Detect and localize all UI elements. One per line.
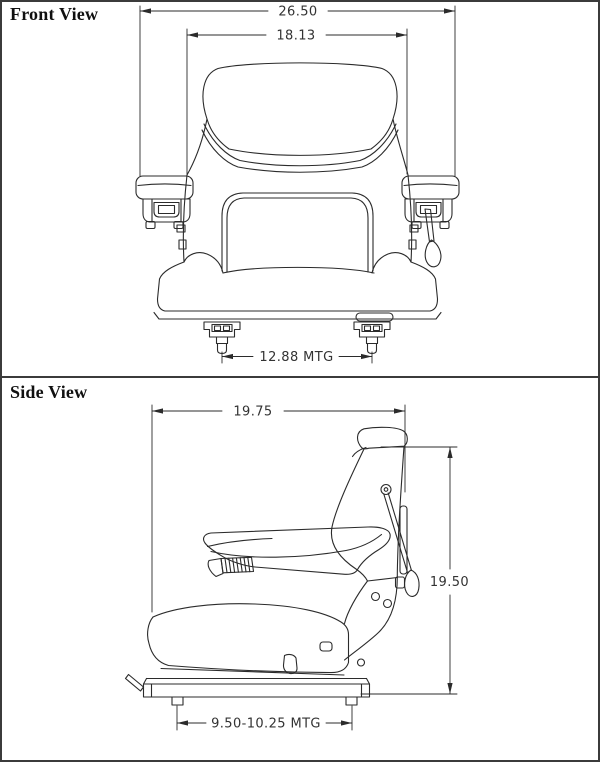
front-mounting-width-value: 12.88 MTG [259, 350, 334, 365]
front-mount-bolt-right [354, 322, 390, 354]
front-view-title: Front View [10, 4, 99, 24]
side-tab [179, 240, 186, 249]
side-overall-depth-value: 19.75 [233, 404, 273, 420]
front-mounting-width-dimension [222, 350, 372, 365]
front-adjust-lever [425, 209, 441, 267]
side-view-title: Side View [10, 382, 88, 402]
side-mounting-depth-value: 9.50-10.25 MTG [211, 716, 321, 732]
front-seat-base [154, 253, 441, 321]
side-overall-height-value: 19.50 [429, 575, 470, 590]
side-armrest [204, 527, 391, 577]
side-cushion [148, 604, 349, 675]
section-divider [0, 376, 600, 378]
side-mounting-rail [126, 675, 370, 706]
side-overall-height-dimension [361, 447, 469, 694]
slide-handle-bar [356, 313, 393, 321]
front-overall-width-value: 26.50 [278, 4, 318, 20]
front-backrest-width-value: 18.13 [276, 28, 316, 44]
front-headrest [202, 63, 398, 172]
side-backrest [320, 427, 407, 666]
front-view-drawing [136, 5, 459, 366]
side-view-drawing [126, 405, 470, 732]
front-backrest [177, 119, 418, 273]
front-mount-bolt-left [204, 322, 240, 354]
side-tab [409, 240, 416, 249]
side-mounting-depth-dimension [177, 706, 352, 732]
